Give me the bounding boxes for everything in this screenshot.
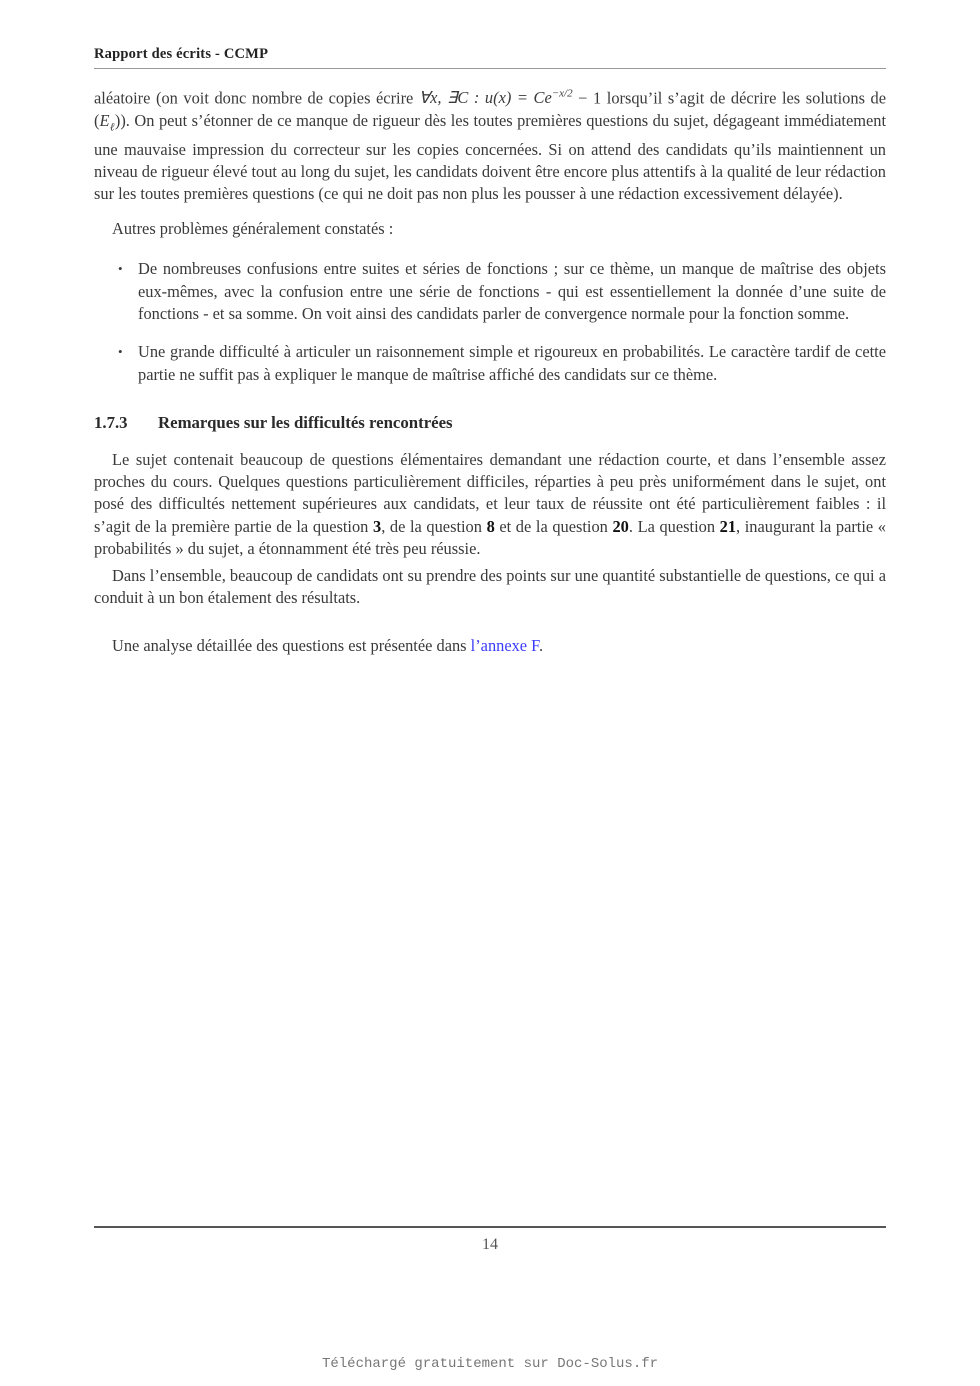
paragraph-overall: Dans l’ensemble, beaucoup de candidats ont su prendre des points sur une quantité substantielle de questions, ce qui a conduit à un bon étalement des résultats. xyxy=(94,565,886,608)
download-watermark: Téléchargé gratuitement sur Doc-Solus.fr xyxy=(321,1356,659,1372)
annex-link[interactable]: l’annexe F xyxy=(470,636,539,656)
bullet-icon: • xyxy=(118,344,123,360)
page-body xyxy=(94,83,886,658)
problem-list xyxy=(94,258,886,386)
list-item: • Une grande difficulté à articuler un raisonnement simple et rigoureux en probabilités. Le caractère tardif de cette partie ne suffit pas à expliquer le manque de maîtrise affiché des candidats sur ce thème. xyxy=(118,342,886,384)
section-heading: 1.7.3 Remarques sur les difficultés rencontrées xyxy=(94,413,453,433)
paragraph-other-problems: Autres problèmes généralement constatés : xyxy=(112,218,394,238)
paragraph-difficulties: Le sujet contenait beaucoup de questions élémentaires demandant une rédaction courte, et dans l’ensemble assez proches du cours. Quelques questions particulièrement difficiles, réparties à peu près uniformément dans le sujet, ont posé des difficultés nettement supérieures aux candidats, et leur taux de réussite ont été particulièrement faibles : il s’agit de la première partie de la question 3, de la question 8 et de la question 20. La question 21, inaugurant la partie « probabilités » du sujet, a étonnamment été très peu réussie. xyxy=(94,449,886,559)
header-rule xyxy=(94,68,886,69)
bullet-icon: • xyxy=(118,261,123,277)
paragraph-analysis: Une analyse détaillée des questions est présentée dans l’annexe F. xyxy=(112,636,544,656)
math-formula: ∀x, ∃C : $u(x) = Ce^{-x/2}$ xyxy=(418,88,573,108)
running-header: Rapport des écrits - CCMP xyxy=(94,46,269,62)
list-item: • De nombreuses confusions entre suites et séries de fonctions ; sur ce thème, un manque de maîtrise des objets eux-mêmes, avec la confusion entre une série de fonctions - qui est essentiellement la donnée d’une suite de fonctions - et sa somme. On voit ainsi des candidats parler de convergence normale pour la fonction somme. xyxy=(118,259,886,323)
footer-rule xyxy=(94,1226,886,1228)
page-number: 14 xyxy=(482,1236,498,1253)
paragraph-intro: aléatoire (on voit donc nombre de copies écrire ∀x, ∃C : $u(x) = Ce^{-x/2} - 1$ lorsqu’il s’agit de décrire les solutions de $(E_\ell)$). On peut s’étonner de ce manque de rigueur dès les toutes premières questions du sujet, dégageant immédiatement une mauvaise impression du correcteur sur les copies concernées. Si on attend des candidats qu’ils maintiennent un niveau de rigueur élevé tout au long du sujet, les candidats doivent être encore plus attentifs à la qualité de leur rédaction sur les toutes premières questions (ce qui ne doit pas non plus les pousser à une rédaction excessivement délayée). xyxy=(94,88,886,204)
